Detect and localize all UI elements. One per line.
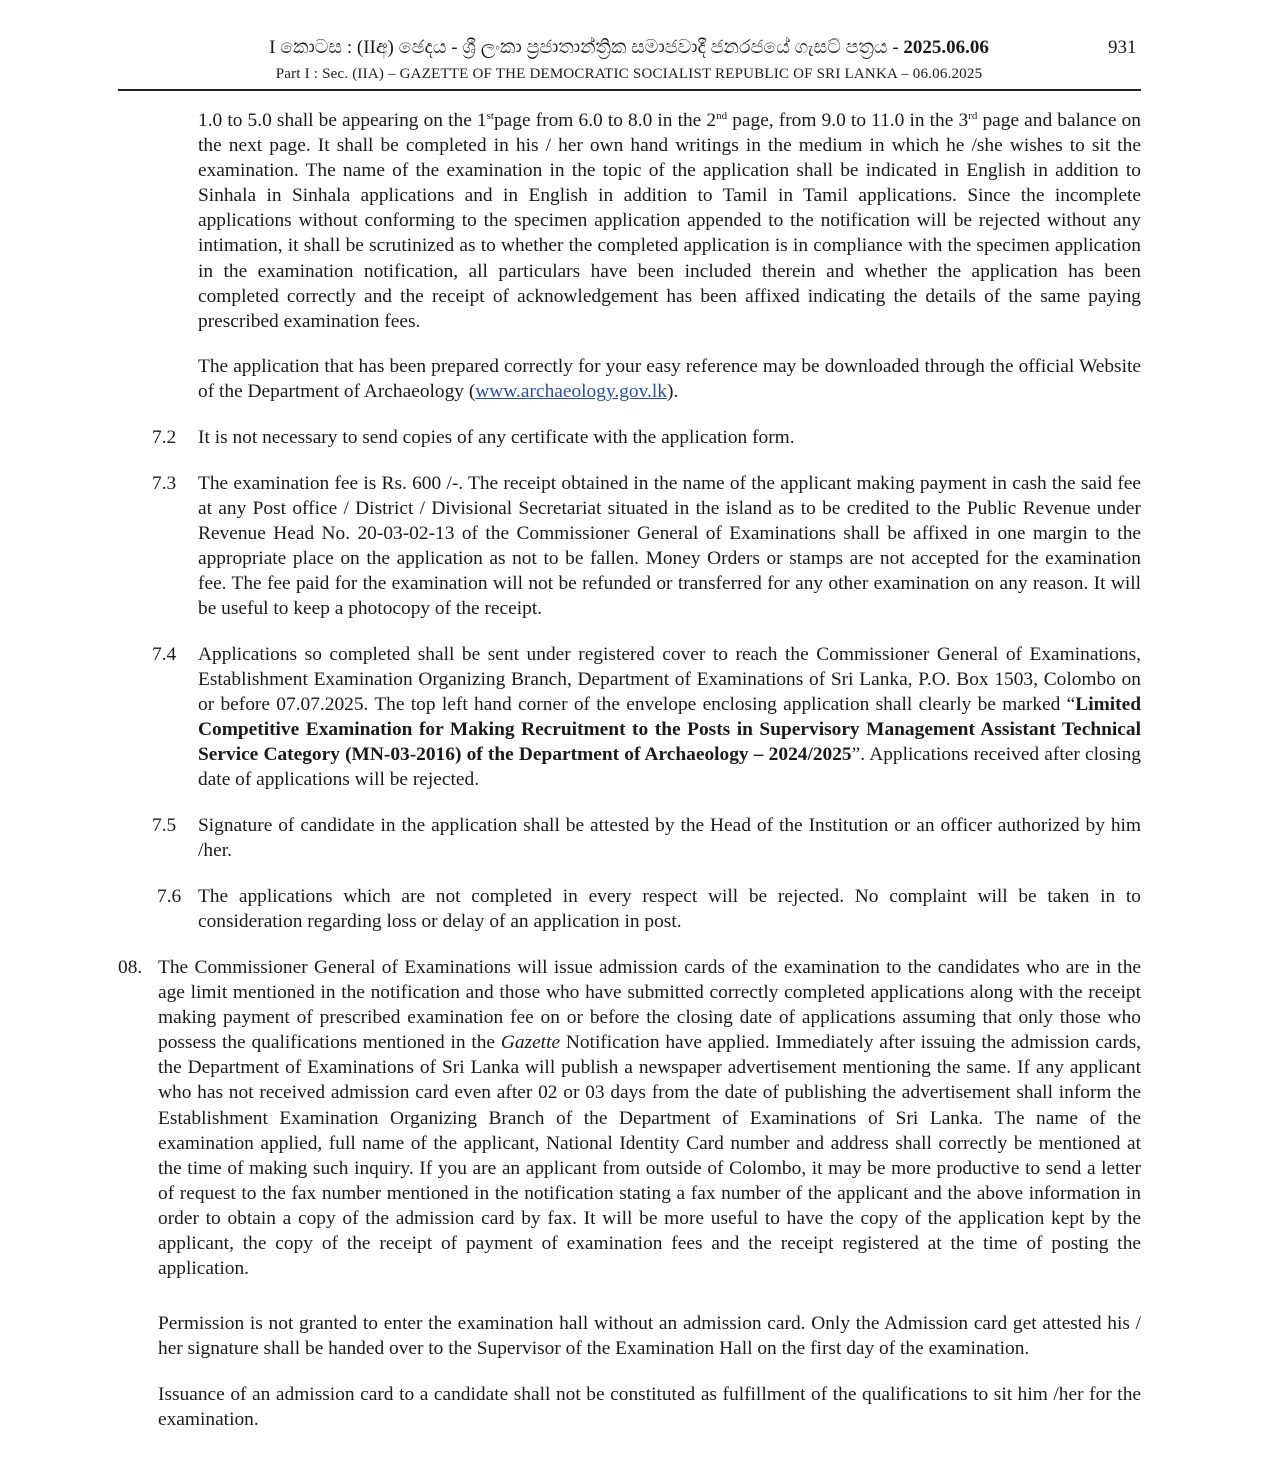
section-number: 7.3 [152, 473, 177, 494]
admission-card-qualification-paragraph: Issuance of an admission card to a candidate shall not be constituted as fulfillment of the qualifications to sit him /her for the examination. [158, 1384, 1141, 1431]
section-7-4-text: Applications so completed shall be sent under registered cover to reach the Commissioner General of Examinations, Establishment Examination Organizing Branch, Department of Examinations of Sri Lanka, P.O. Box 1503, Colombo on or before 07.07.2025. The top left hand corner of the envelope enclosing application shall clearly be marked “Limited Competitive Examination for Making Recruitment to the Posts in Supervisory Management Assistant Technical Service Category (MN-03-2016) of the Department of Archaeology – 2024/2025”. Applications received after closing date of applications will be rejected. [198, 644, 1142, 791]
admission-card-paragraph: Permission is not granted to enter the examination hall without an admission card. Only the Admission card get attested his / her signature shall be handed over to the Supervisor of the Examination Hall on the first day of the examination. [158, 1313, 1141, 1360]
header-sinhala [118, 36, 1140, 60]
download-paragraph: The application that has been prepared correctly for your easy reference may be downloaded through the official Website of the Department of Archaeology (www.archaeology.gov.lk). [198, 356, 1141, 403]
intro-paragraph: 1.0 to 5.0 shall be appearing on the 1stpage from 6.0 to 8.0 in the 2nd page, from 9.0 to 11.0 in the 3rd page and balance on the next page. It shall be completed in his / her own hand writings in the medium in which he /she wishes to sit the examination. The name of the examination in the topic of the application shall be indicated in English in addition to Sinhala in Sinhala applications and in English in addition to Tamil in Tamil applications. Since the incomplete applications without conforming to the specimen application appended to the notification will be rejected without any intimation, it shall be scrutinized as to whether the completed application is in compliance with the specimen application in the examination notification, all particulars have been included therein and whether the application has been completed correctly and the receipt of acknowledgement has been affixed indicating the details of the same paying prescribed examination fees. [198, 110, 1141, 332]
section-number: 7.6 [157, 886, 182, 907]
section-number: 7.4 [152, 644, 177, 665]
section-7-6-text: The applications which are not completed in every respect will be rejected. No complaint will be taken in to consideration regarding loss or delay of an application in post. [198, 886, 1141, 933]
section-number: 7.5 [152, 815, 177, 836]
archaeology-website-link[interactable]: www.archaeology.gov.lk [475, 381, 667, 403]
section-7-5-text: Signature of candidate in the application shall be attested by the Head of the Institution or an officer authorized by him /her. [198, 815, 1141, 862]
section-number: 7.2 [152, 427, 177, 448]
header-sinhala-date: 2025.06.06 [903, 37, 989, 58]
exam-title: Limited Competitive Examination for Making Recruitment to the Posts in Supervisory Management Assistant Technical Service Category (MN-03-2016) of the Department of Archaeology – 2024/2025 [198, 694, 1141, 766]
page-number: 931 [1108, 37, 1137, 58]
section-7-3-text: The examination fee is Rs. 600 /-. The receipt obtained in the name of the applicant making payment in cash the said fee at any Post office / District / Divisional Secretariat situated in the island as to be credited to the Public Revenue under Revenue Head No. 20-03-02-13 of the Commissioner General of Examinations shall be affixed in one margin to the appropriate place on the application as not to be fallen. Money Orders or stamps are not accepted for the examination fee. The fee paid for the examination will not be refunded or transferred for any other examination on any reason. It will be useful to keep a photocopy of the receipt. [198, 473, 1141, 620]
header-english: Part I : Sec. (IIA) – GAZETTE OF THE DEMOCRATIC SOCIALIST REPUBLIC OF SRI LANKA – 06.06.2025 [275, 66, 983, 82]
section-08-text: The Commissioner General of Examinations will issue admission cards of the examination to the candidates who are in the age limit mentioned in the notification and those who have submitted correctly completed applications along with the receipt making payment of prescribed examination fee on or before the closing date of applications assuming that only those who possess the qualifications mentioned in the Gazette Notification have applied. Immediately after issuing the admission cards, the Department of Examinations of Sri Lanka will publish a newspaper advertisement mentioning the same. If any applicant who has not received admission card even after 02 or 03 days from the date of publishing the advertisement shall inform the Establishment Examination Organizing Branch of the Department of Examinations of Sri Lanka. The name of the examination applied, full name of the applicant, National Identity Card number and address shall correctly be mentioned at the time of making such inquiry. If you are an applicant from outside of Colombo, it may be more productive to send a letter of request to the fax number mentioned in the notification stating a fax number of the applicant and the above information in order to obtain a copy of the admission card by fax. It will be more useful to have the copy of the application kept by the applicant, the copy of the receipt of payment of examination fees and the receipt registered at the time of posting the application. [158, 957, 1142, 1280]
section-7-2-text: It is not necessary to send copies of any certificate with the application form. [198, 427, 795, 448]
gazette-italic: Gazette [500, 1032, 561, 1054]
section-number: 08. [118, 957, 143, 978]
header-sinhala-text: I කොටස : (IIඅ) ඡෙදය - ශ්‍රී ලංකා ප්‍රජාතාන්ත්‍රික සමාජවාදී ජනරජයේ ගැසට් පත්‍රය - [269, 37, 904, 58]
header-divider [118, 89, 1141, 91]
